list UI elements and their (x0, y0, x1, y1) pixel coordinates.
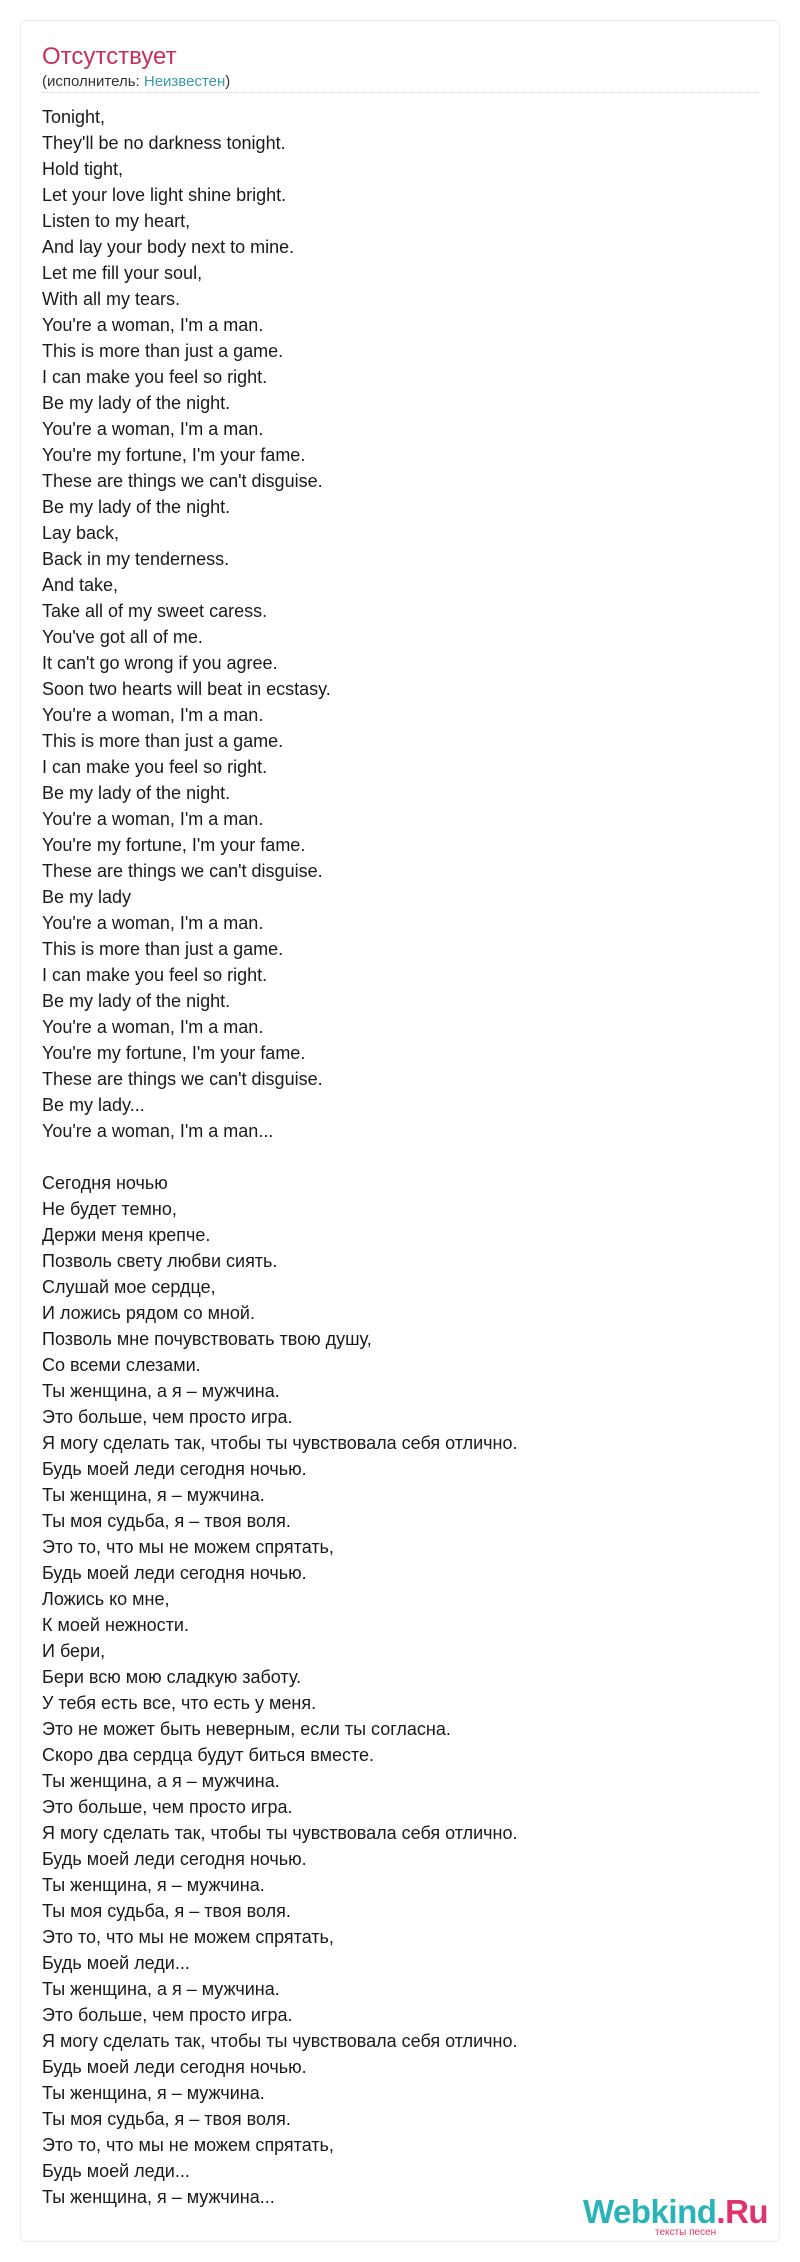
lyrics-line: Бери всю мою сладкую заботу. (42, 1667, 302, 1687)
lyrics-line: И ложись рядом со мной. (42, 1303, 255, 1323)
lyrics-line: I can make you feel so right. (42, 965, 268, 985)
lyrics-line: This is more than just a game. (42, 939, 284, 959)
lyrics-line: You're a woman, I'm a man. (42, 705, 264, 725)
performer-prefix: (исполнитель: (42, 73, 144, 90)
lyrics-line: This is more than just a game. (42, 731, 284, 751)
lyrics-line: Be my lady of the night. (42, 497, 231, 517)
lyrics-line: Это то, что мы не можем спрятать, (42, 1927, 334, 1947)
lyrics-line: They'll be no darkness tonight. (42, 133, 286, 153)
lyrics-line: Скоро два сердца будут биться вместе. (42, 1745, 375, 1765)
lyrics-line: Ты моя судьба, я – твоя воля. (42, 1901, 291, 1921)
lyrics-line: Это больше, чем просто игра. (42, 1797, 293, 1817)
lyrics-line: Это больше, чем просто игра. (42, 2005, 293, 2025)
lyrics-line: Be my lady of the night. (42, 783, 231, 803)
lyrics-line: Lay back, (42, 523, 120, 543)
lyrics-line: Я могу сделать так, чтобы ты чувствовала себя отлично. (42, 1823, 518, 1843)
lyrics-line: You're my fortune, I'm your fame. (42, 445, 306, 465)
lyrics-line: Я могу сделать так, чтобы ты чувствовала себя отлично. (42, 1433, 518, 1453)
lyrics-line: Со всеми слезами. (42, 1355, 201, 1375)
lyrics-line: Не будет темно, (42, 1199, 177, 1219)
lyrics-line: These are things we can't disguise. (42, 471, 323, 491)
lyrics-line: Сегодня ночью (42, 1173, 168, 1193)
lyrics-line: Позволь мне почувствовать твою душу, (42, 1329, 372, 1349)
lyrics-line: Будь моей леди сегодня ночью. (42, 1849, 307, 1869)
lyrics-line: Ты женщина, я – мужчина... (42, 2187, 275, 2207)
lyrics-line: И бери, (42, 1641, 106, 1661)
lyrics-line: Ты женщина, я – мужчина. (42, 2083, 265, 2103)
lyrics-line: Будь моей леди сегодня ночью. (42, 1563, 307, 1583)
lyrics-line: Будь моей леди сегодня ночью. (42, 2057, 307, 2077)
lyrics-line: Слушай мое сердце, (42, 1277, 216, 1297)
lyrics-line: Я могу сделать так, чтобы ты чувствовала себя отлично. (42, 2031, 518, 2051)
lyrics-line: Ты женщина, я – мужчина. (42, 1485, 265, 1505)
lyrics-line: Ложись ко мне, (42, 1589, 170, 1609)
header-divider (42, 92, 758, 93)
lyrics-line: Let me fill your soul, (42, 263, 203, 283)
lyrics-line: Ты женщина, а я – мужчина. (42, 1381, 280, 1401)
lyrics-line: Listen to my heart, (42, 211, 191, 231)
performer-suffix: ) (225, 73, 231, 90)
lyrics-line: With all my tears. (42, 289, 181, 309)
lyrics-line: Это то, что мы не можем спрятать, (42, 1537, 334, 1557)
lyrics-line: You're my fortune, I'm your fame. (42, 1043, 306, 1063)
lyrics-line: It can't go wrong if you agree. (42, 653, 278, 673)
lyrics-line: Let your love light shine bright. (42, 185, 287, 205)
lyrics-line: I can make you feel so right. (42, 757, 268, 777)
lyrics-line: This is more than just a game. (42, 341, 284, 361)
lyrics-line: You're a woman, I'm a man. (42, 1017, 264, 1037)
lyrics-line: You're a woman, I'm a man. (42, 419, 264, 439)
webkind-logo[interactable] (583, 2192, 773, 2242)
lyrics-line: К моей нежности. (42, 1615, 189, 1635)
lyrics-line: Soon two hearts will beat in ecstasy. (42, 679, 331, 699)
logo-domain-text: .Ru (716, 2193, 769, 2230)
lyrics-blank-line (42, 1144, 742, 1170)
lyrics-line: Ты моя судьба, я – твоя воля. (42, 1511, 291, 1531)
lyrics-line: Держи меня крепче. (42, 1225, 211, 1245)
lyrics-line: You're a woman, I'm a man. (42, 809, 264, 829)
lyrics-line: You've got all of me. (42, 627, 203, 647)
lyrics-line: Ты женщина, а я – мужчина. (42, 1771, 280, 1791)
lyrics-line: Ты женщина, я – мужчина. (42, 1875, 265, 1895)
lyrics-line: У тебя есть все, что есть у меня. (42, 1693, 317, 1713)
logo-tagline: тексты песен (655, 2227, 717, 2238)
lyrics-line: Take all of my sweet caress. (42, 601, 268, 621)
logo-wordmark (583, 2192, 768, 2232)
lyrics-line: You're my fortune, I'm your fame. (42, 835, 306, 855)
lyrics-line: You're a woman, I'm a man... (42, 1121, 274, 1141)
lyrics-line: Ты моя судьба, я – твоя воля. (42, 2109, 291, 2129)
lyrics-line: I can make you feel so right. (42, 367, 268, 387)
song-title: Отсутствует (42, 43, 177, 70)
lyrics-line: Это то, что мы не можем спрятать, (42, 2135, 334, 2155)
lyrics-line: And take, (42, 575, 119, 595)
lyrics-line: Будь моей леди... (42, 2161, 190, 2181)
lyrics-line: Back in my tenderness. (42, 549, 230, 569)
lyrics-line: Be my lady of the night. (42, 393, 231, 413)
lyrics-line: Будь моей леди сегодня ночью. (42, 1459, 307, 1479)
lyrics-line: Be my lady of the night. (42, 991, 231, 1011)
lyrics-line: Be my lady... (42, 1095, 145, 1115)
lyrics-line: Be my lady (42, 887, 132, 907)
lyrics-line: Это не может быть неверным, если ты согласна. (42, 1719, 451, 1739)
performer-line (42, 73, 230, 91)
lyrics-line: These are things we can't disguise. (42, 1069, 323, 1089)
lyrics-line: Будь моей леди... (42, 1953, 190, 1973)
lyrics-line: Tonight, (42, 107, 106, 127)
lyrics-line: Ты женщина, а я – мужчина. (42, 1979, 280, 1999)
lyrics-line: Это больше, чем просто игра. (42, 1407, 293, 1427)
performer-link[interactable]: Неизвестен (143, 73, 226, 90)
logo-main-text: Webkind (583, 2193, 717, 2230)
lyrics-line: You're a woman, I'm a man. (42, 913, 264, 933)
lyrics-line: Hold tight, (42, 159, 124, 179)
lyrics-line: These are things we can't disguise. (42, 861, 323, 881)
lyrics-text (42, 104, 742, 2210)
lyrics-line: And lay your body next to mine. (42, 237, 295, 257)
lyrics-line: You're a woman, I'm a man. (42, 315, 264, 335)
lyrics-line: Позволь свету любви сиять. (42, 1251, 278, 1271)
